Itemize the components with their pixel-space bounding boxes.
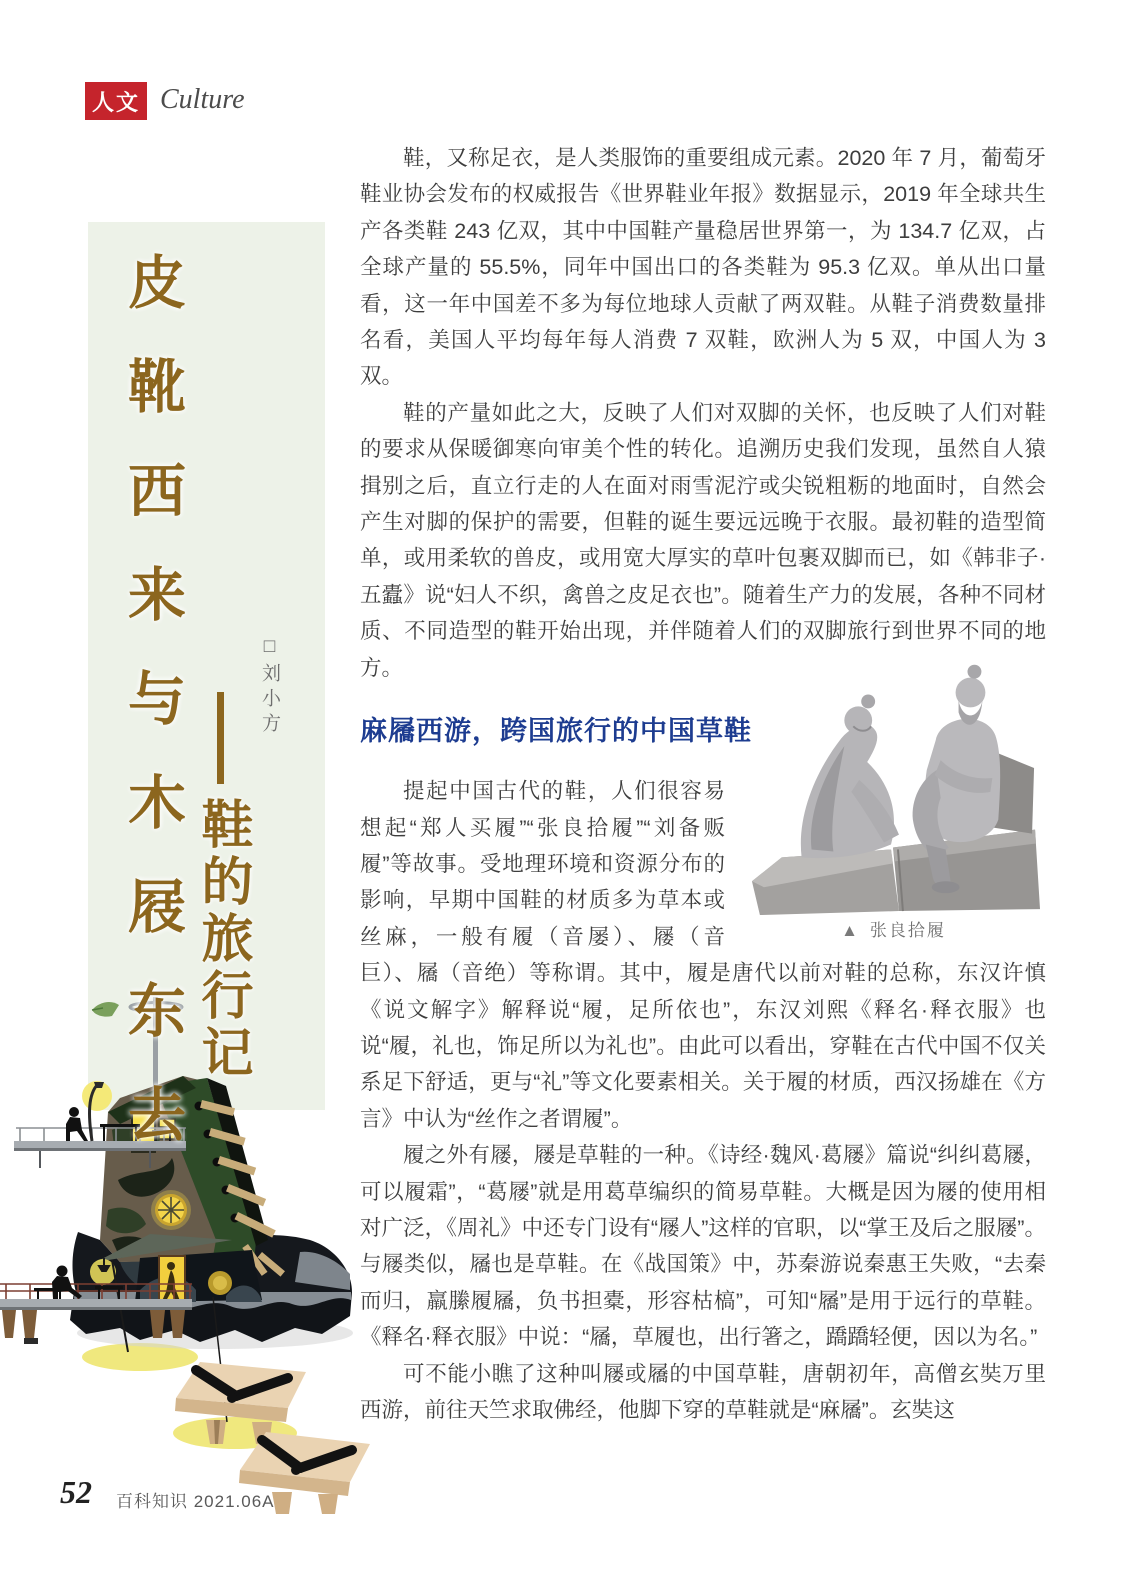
paragraph: 可不能小瞧了这种叫屦或屩的中国草鞋，唐朝初年，高僧玄奘万里西游，前往天竺求取佛经，他脚下穿的草鞋就是“麻屩”。玄奘这 [360, 1361, 1046, 1422]
paragraph: 履之外有屦，屦是草鞋的一种。《诗经·魏风·葛屦》篇说“纠纠葛屦，可以履霜”，“葛屦”就是用葛草编织的简易草鞋。大概是因为屦的使用相对广泛，《周礼》中还专门设有“屦人”这样的官职，以“掌王及后之服屦”。与屦类似，屩也是草鞋。在《战国策》中，苏秦游说秦惠王失败，“去秦而归，羸縢履屩，负书担橐，形容枯槁”，可知“屩”是用于远行的草鞋。《释名·释衣服》中说：“屩，草履也，出行箸之，蹻蹻轻便，因以为名。” [360, 1143, 1046, 1350]
section-heading: 麻屩西游，跨国旅行的中国草鞋 [360, 716, 752, 747]
kneeling-figure [801, 695, 899, 859]
paragraph: 提起中国古代的鞋，人们很容易想起“郑人买履”“张良拾履”“刘备贩履”等故事。受地理环境和资源分布的影响，早期中国鞋的材质多为草本或丝麻，一般有履（音屡）、屦（音巨）、屩（音绝）等称谓。其中，履是唐代以前对鞋的总称，东汉许慎《说文解字》解释说“履，足所依也”，东汉刘熙《释名·释衣服》也说“履，礼也，饰足所以为礼也”。由此可以看出，穿鞋在古代中国不仅关系足下舒适，更与“礼”等文化要素相关。关于履的材质，西汉扬雄在《方言》中认为“丝作之者谓履”。 [360, 779, 1046, 1131]
page-title-vertical: 皮靴西来与木屐东去 [119, 252, 184, 1188]
paragraph: 鞋的产量如此之大，反映了人们对双脚的关怀，也反映了人们对鞋的要求从保暖御寒向审美个性的转化。追溯历史我们发现，虽然自人猿揖别之后，直立行走的人在面对雨雪泥泞或尖锐粗粝的地面时，自然会产生对脚的保护的需要，但鞋的诞生要远远晚于衣服。最初鞋的造型简单，或用柔软的兽皮，或用宽大厚实的草叶包裹双脚而已，如《韩非子·五蠹》说“妇人不织，禽兽之皮足衣也”。随着生产力的发展，各种不同材质、不同造型的鞋开始出现，并伴随着人们的双脚旅行到世界不同的地方。 [360, 400, 1046, 680]
author-name: 刘小方 [259, 663, 280, 738]
statue-figure [741, 621, 1046, 951]
author-byline [260, 636, 279, 738]
figure-caption [741, 913, 1046, 949]
title-dash [217, 692, 224, 784]
category-badge [85, 82, 147, 120]
porthole-window [151, 1190, 191, 1230]
figure-caption-text: 张良拾履 [869, 920, 946, 940]
page-subtitle-vertical: 鞋的旅行记 [193, 797, 250, 1082]
page-number: 52 [60, 1474, 92, 1510]
triangle-caption-marker: ▲ [841, 920, 860, 940]
article-body [360, 140, 1046, 1428]
statue-image [741, 621, 1046, 919]
edition-label: 百科知识 2021.06A [116, 1492, 275, 1511]
paragraph: 鞋，又称足衣，是人类服饰的重要组成元素。2020 年 7 月，葡萄牙鞋业协会发布的权威报告《世界鞋业年报》数据显示，2019 年全球共生产各类鞋 243 亿双，其中中国鞋产量稳居世界第一，为 134.7 亿双，占全球产量的 55.5%，同年中国出口的各类鞋为 95.3 亿双。单从出口量看，这一年中国差不多为每位地球人贡献了两双鞋。从鞋子消费数量排名看，美国人平均每年每人消费 7 双鞋，欧洲人为 5 双，中国人为 3 双。 [360, 146, 1046, 389]
category-label-cn: 人文 [91, 89, 140, 115]
category-label-en: Culture [160, 84, 245, 115]
author-marker: □ [259, 636, 280, 663]
lit-doorway-with-figure [159, 1256, 185, 1304]
